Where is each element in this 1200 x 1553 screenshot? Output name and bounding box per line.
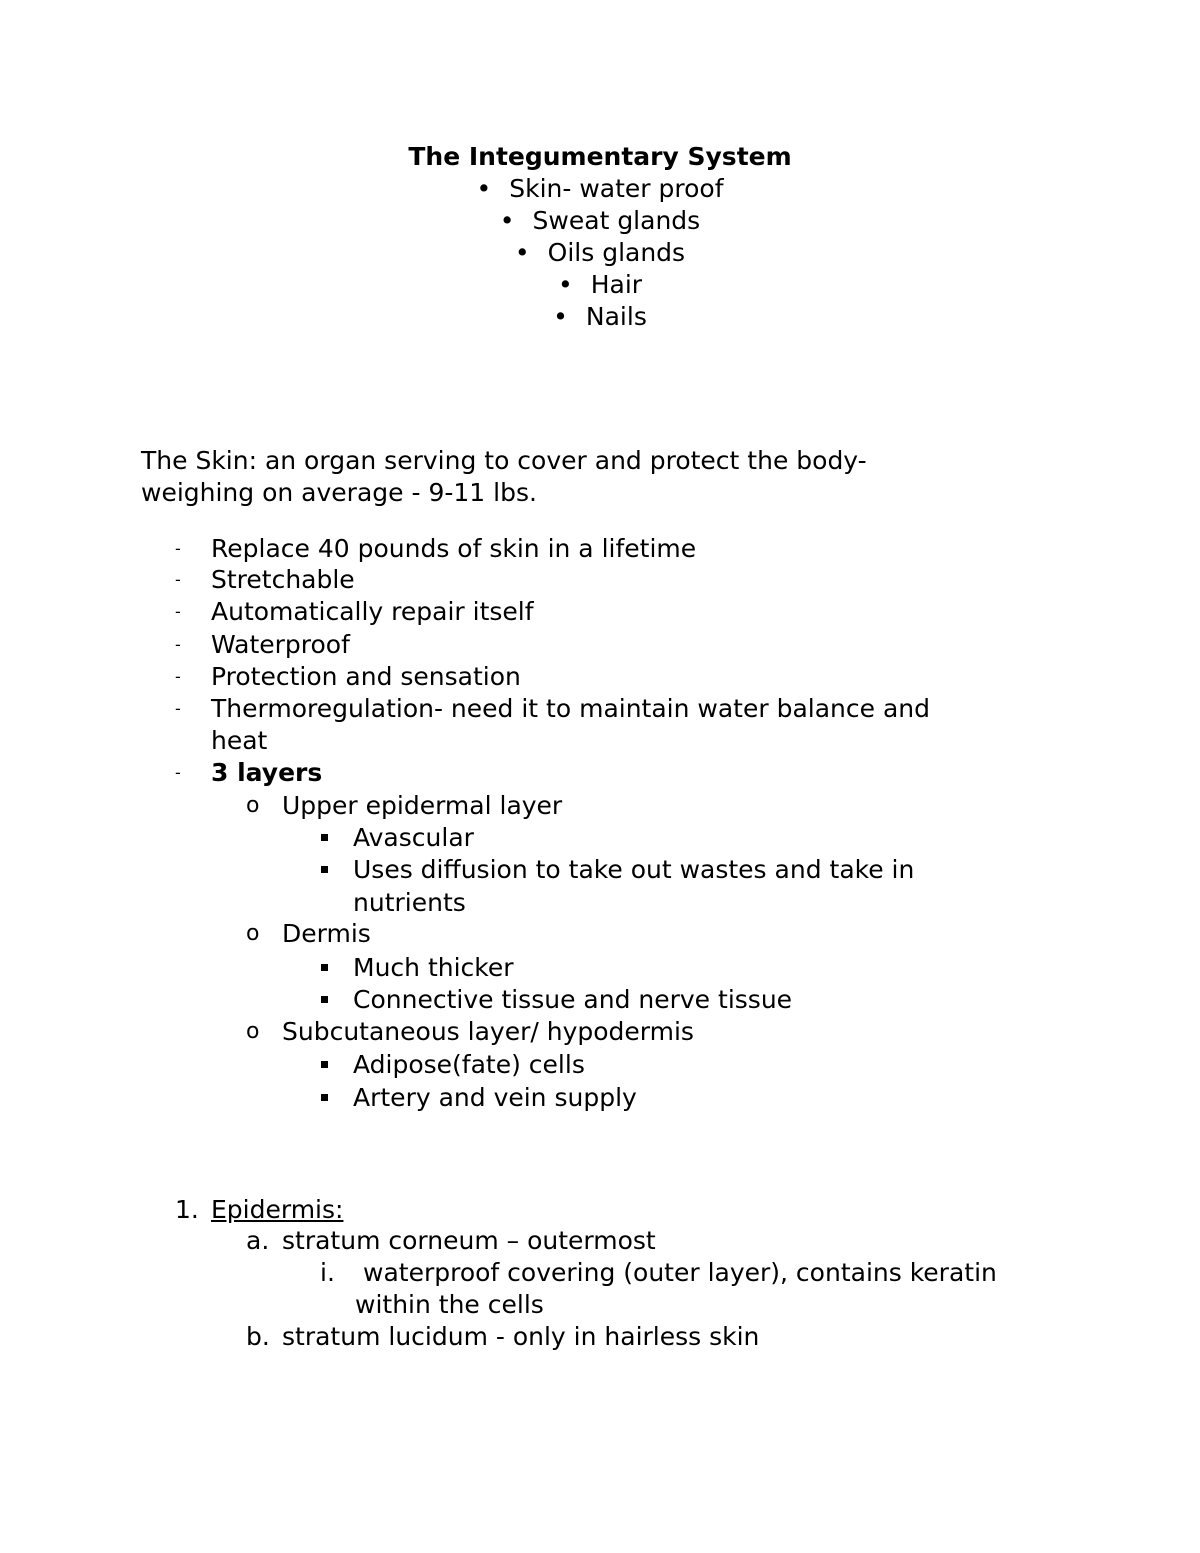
dash-marker: - bbox=[175, 763, 181, 782]
list-item: Stretchable bbox=[211, 565, 355, 594]
sublayer-label: stratum lucidum - only in hairless skin bbox=[282, 1322, 760, 1351]
section-heading: Epidermis: bbox=[211, 1195, 344, 1224]
square-bullet-icon bbox=[321, 1094, 328, 1101]
square-bullet-icon bbox=[321, 834, 328, 841]
number-marker: 1. bbox=[175, 1195, 199, 1224]
intro-line: The Skin: an organ serving to cover and protect the body- bbox=[141, 446, 867, 475]
dash-marker: - bbox=[175, 667, 181, 686]
square-bullet-icon bbox=[321, 996, 328, 1003]
bullet-icon: • bbox=[553, 302, 568, 331]
layer-detail: Adipose(fate) cells bbox=[353, 1050, 585, 1079]
roman-marker: i. bbox=[320, 1258, 335, 1287]
list-item: Protection and sensation bbox=[211, 662, 521, 691]
letter-marker: a. bbox=[246, 1226, 270, 1255]
layer-detail-continuation: nutrients bbox=[353, 888, 466, 917]
heading-item-label: Nails bbox=[585, 302, 647, 331]
layer-detail: Uses diffusion to take out wastes and take in bbox=[353, 855, 915, 884]
intro-line: weighing on average - 9-11 lbs. bbox=[141, 478, 537, 507]
page-title: The Integumentary System bbox=[408, 142, 792, 171]
dash-marker: - bbox=[175, 539, 181, 558]
sublayer-label: stratum corneum – outermost bbox=[282, 1226, 656, 1255]
bullet-icon: • bbox=[514, 238, 530, 267]
list-item: Thermoregulation- need it to maintain water balance and bbox=[211, 694, 930, 723]
layer-detail: Connective tissue and nerve tissue bbox=[353, 985, 793, 1014]
circle-marker: o bbox=[246, 1019, 260, 1044]
layer-label: Dermis bbox=[282, 919, 371, 948]
bullet-icon: • bbox=[499, 206, 515, 235]
circle-marker: o bbox=[246, 793, 260, 818]
heading-list-item bbox=[0, 205, 1200, 237]
square-bullet-icon bbox=[321, 866, 328, 873]
heading-item-label: Oils glands bbox=[547, 238, 686, 267]
list-item: Replace 40 pounds of skin in a lifetime bbox=[211, 534, 697, 563]
heading-list-item bbox=[0, 237, 1200, 269]
sublayer-detail-continuation: within the cells bbox=[355, 1290, 544, 1319]
layer-label: Upper epidermal layer bbox=[282, 791, 563, 820]
square-bullet-icon bbox=[321, 1061, 328, 1068]
layer-detail: Much thicker bbox=[353, 953, 514, 982]
layer-label: Subcutaneous layer/ hypodermis bbox=[282, 1017, 694, 1046]
heading-list-item bbox=[0, 301, 1200, 333]
list-item: Waterproof bbox=[211, 630, 350, 659]
dash-marker: - bbox=[175, 635, 181, 654]
square-bullet-icon bbox=[321, 964, 328, 971]
layer-detail: Artery and vein supply bbox=[353, 1083, 637, 1112]
letter-marker: b. bbox=[246, 1322, 270, 1351]
heading-item-label: Sweat glands bbox=[532, 206, 701, 235]
sublayer-detail: waterproof covering (outer layer), contains keratin bbox=[363, 1258, 997, 1287]
heading-item-label: Skin- water proof bbox=[509, 174, 724, 203]
dash-marker: - bbox=[175, 699, 181, 718]
bullet-icon: • bbox=[476, 174, 492, 203]
list-item: Automatically repair itself bbox=[211, 597, 534, 626]
circle-marker: o bbox=[246, 921, 260, 946]
heading-item-label: Hair bbox=[590, 270, 643, 299]
dash-marker: - bbox=[175, 602, 181, 621]
bullet-icon: • bbox=[557, 270, 573, 299]
heading-list-item bbox=[0, 269, 1200, 301]
list-item-continuation: heat bbox=[211, 726, 268, 755]
layers-heading: 3 layers bbox=[211, 758, 323, 787]
dash-marker: - bbox=[175, 570, 181, 589]
heading-list-item bbox=[0, 173, 1200, 205]
layer-detail: Avascular bbox=[353, 823, 474, 852]
